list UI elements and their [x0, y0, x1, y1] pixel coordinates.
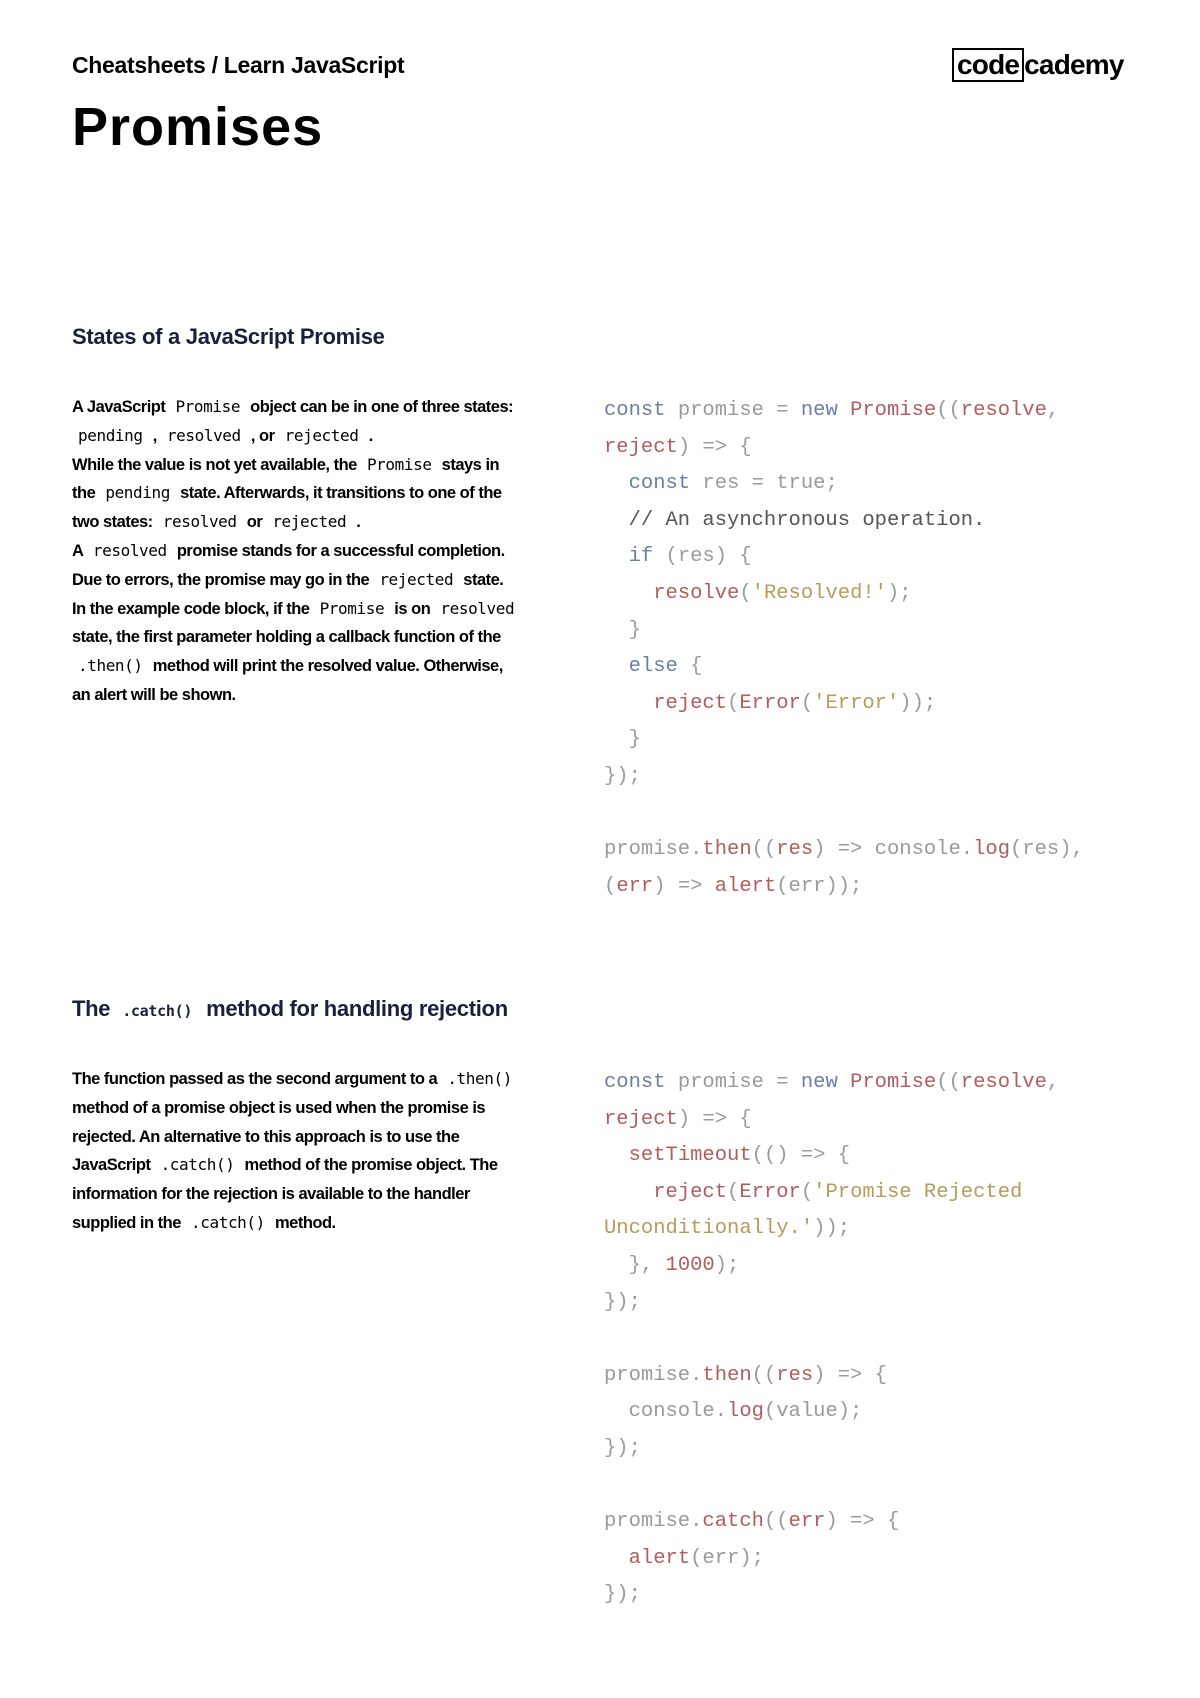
code-token: res = true; [690, 472, 838, 496]
codecademy-logo[interactable] [952, 48, 1124, 82]
code-line [604, 1400, 862, 1423]
code-token: ( [727, 691, 740, 715]
section-description [72, 393, 522, 710]
code-token: Unconditionally.' [604, 1217, 814, 1241]
inline-code: .then() [447, 1069, 512, 1088]
code-token: reject [604, 435, 678, 459]
inline-code: .catch() [160, 1155, 235, 1175]
code-token: promise. [604, 1510, 703, 1534]
code-token: 'Error' [813, 691, 900, 715]
code-token: alert [628, 1546, 691, 1570]
code-line [604, 1071, 1059, 1094]
logo-boxed-text: code [952, 48, 1024, 82]
code-token: } [604, 728, 641, 752]
code-token: ) => console. [813, 838, 974, 862]
code-token: (( [936, 399, 961, 422]
code-token: )); [813, 1217, 851, 1241]
code-token: // An asynchronous operation. [604, 508, 986, 532]
code-token [604, 655, 629, 678]
section-title-code: .catch() [122, 1002, 193, 1020]
code-line [604, 1144, 850, 1167]
code-token [604, 1144, 629, 1167]
code-token: { [677, 655, 703, 679]
breadcrumb[interactable]: Cheatsheets / Learn JavaScript [72, 52, 405, 78]
description-paragraph: A resolved promise stands for a successful completion. Due to errors, the promise may go in the rejected state. [72, 540, 505, 589]
inline-code: rejected [284, 425, 359, 445]
code-line [604, 655, 702, 678]
code-token: reject [653, 691, 728, 715]
code-token: setTimeout [628, 1144, 752, 1168]
code-block [604, 1065, 1164, 1614]
section-title-catch-method [72, 996, 508, 1022]
code-line [604, 1437, 641, 1460]
code-token: (res) { [653, 545, 752, 569]
code-token: )); [899, 691, 937, 715]
inline-code: pending [78, 425, 143, 445]
code-token: reject [604, 1107, 678, 1131]
code-line [604, 436, 752, 459]
code-line [604, 875, 862, 898]
code-token: }, [604, 1253, 666, 1277]
inline-code: resolved [440, 598, 515, 618]
logo-text: cademy [1024, 49, 1124, 80]
code-token: ( [800, 691, 814, 715]
code-token: (err); [690, 1546, 764, 1570]
code-token: ( [800, 1180, 814, 1204]
code-line [604, 838, 1084, 861]
code-token: resolve [960, 399, 1047, 422]
code-line [604, 472, 838, 495]
code-token: } [604, 618, 641, 642]
code-line [604, 692, 936, 715]
code-token: ) => { [677, 1107, 752, 1131]
code-token: resolve [653, 581, 740, 605]
code-token: alert [714, 874, 777, 898]
code-line [604, 728, 641, 751]
inline-code: resolved [162, 512, 237, 532]
code-token: Error [739, 691, 801, 715]
code-token [604, 582, 653, 605]
code-token: log [727, 1400, 764, 1424]
code-token: (value); [763, 1400, 863, 1424]
code-token: , [1046, 1071, 1060, 1094]
inline-code: Promise [366, 454, 432, 474]
code-token: promise. [604, 838, 703, 862]
inline-code: Promise [319, 598, 385, 618]
inline-code: Promise [175, 397, 241, 416]
section-title-prefix: The [72, 996, 111, 1021]
code-token: 1000 [665, 1253, 715, 1277]
code-line [604, 765, 641, 788]
code-token: , [1046, 399, 1060, 422]
code-token: promise = [665, 1071, 801, 1094]
code-token: (( [936, 1071, 961, 1094]
code-token: if [628, 545, 654, 569]
code-token: (( [763, 1510, 789, 1534]
code-line [604, 1510, 899, 1533]
page-title: Promises [72, 97, 324, 157]
code-token: }); [604, 764, 641, 788]
code-line [604, 1291, 641, 1314]
code-line [604, 1583, 641, 1606]
code-token: 'Resolved!' [751, 581, 887, 605]
code-token: res [776, 838, 814, 862]
code-token: Promise [850, 1071, 937, 1094]
code-token: then [702, 1363, 752, 1387]
description-paragraph: A JavaScript Promise object can be in one of three states: pending , resolved , or rejected . [72, 397, 514, 445]
code-line [604, 582, 912, 605]
code-token: ) => { [677, 435, 752, 459]
inline-code: resolved [166, 425, 241, 445]
code-token [604, 472, 629, 495]
code-token: const [628, 472, 691, 496]
code-block [604, 393, 1164, 905]
code-token: err [788, 1510, 826, 1534]
inline-code: pending [105, 483, 170, 503]
code-token: (( [751, 1363, 777, 1387]
section-title-promise-states: States of a JavaScript Promise [72, 324, 385, 349]
code-token: }); [604, 1583, 641, 1607]
code-token: reject [653, 1180, 728, 1204]
code-token: ( [739, 581, 752, 605]
code-token [838, 399, 850, 422]
code-token: res [776, 1363, 814, 1387]
code-token [604, 1181, 653, 1204]
code-token: ) => { [825, 1510, 900, 1534]
code-token [838, 1071, 850, 1094]
code-line [604, 545, 752, 568]
code-token: resolve [960, 1071, 1047, 1094]
code-line [604, 1547, 764, 1570]
code-token: ( [604, 874, 617, 898]
code-token: const [604, 399, 666, 422]
inline-code: .catch() [191, 1212, 265, 1232]
code-line [604, 399, 1059, 422]
code-line [604, 619, 641, 642]
inline-code: .then() [78, 656, 143, 676]
code-token: promise. [604, 1363, 703, 1387]
section-title-suffix: method for handling rejection [206, 996, 508, 1021]
code-token: then [702, 838, 752, 862]
code-token: ) => { [813, 1363, 887, 1387]
code-line [604, 1254, 739, 1277]
code-line [604, 1217, 850, 1240]
code-token: else [628, 655, 678, 679]
code-token: catch [702, 1510, 764, 1534]
code-line [604, 509, 985, 532]
code-token: (() => { [751, 1144, 851, 1168]
code-token: promise = [665, 399, 801, 422]
code-token: new [800, 1071, 838, 1094]
code-token: (( [751, 838, 777, 862]
code-token: console. [604, 1400, 728, 1424]
inline-code: rejected [272, 512, 347, 532]
section-description [72, 1065, 522, 1238]
code-token: ( [727, 1180, 740, 1204]
code-token [604, 545, 629, 568]
code-token: ) => [653, 874, 715, 898]
code-token: ); [886, 581, 912, 605]
code-token: (err)); [776, 874, 863, 898]
inline-code: rejected [379, 569, 454, 589]
code-token: err [616, 874, 654, 898]
code-line [604, 1364, 887, 1387]
code-token: }); [604, 1436, 641, 1460]
code-token: Promise [850, 399, 937, 422]
code-token: const [604, 1071, 666, 1094]
code-token: 'Promise Rejected [813, 1180, 1023, 1204]
description-paragraph: In the example code block, if the Promise is on resolved state, the first parameter holding a callback function of the .then() method will print the resolved value. Otherwise, an alert will be shown. [72, 598, 515, 704]
code-token: ); [714, 1253, 740, 1277]
code-token: new [800, 399, 838, 422]
code-token: (res), [1010, 838, 1084, 862]
code-token: Error [739, 1180, 801, 1204]
code-token: log [973, 838, 1010, 862]
inline-code: resolved [92, 540, 167, 560]
code-token [604, 692, 653, 715]
code-token: }); [604, 1290, 641, 1314]
code-line [604, 1181, 1022, 1204]
code-token [604, 1547, 629, 1570]
description-paragraph: While the value is not yet available, the Promise stays in the pending state. Afterwards, it transitions to one of the two states: resolved or rejected . [72, 454, 502, 532]
code-line [604, 1108, 752, 1131]
description-paragraph: The function passed as the second argument to a .then() method of a promise object is used when the promise is rejected. An alternative to this approach is to use the JavaScript .catch() method of the promise object. The information for the rejection is available to the handler supplied in the .catch() method. [72, 1069, 512, 1232]
